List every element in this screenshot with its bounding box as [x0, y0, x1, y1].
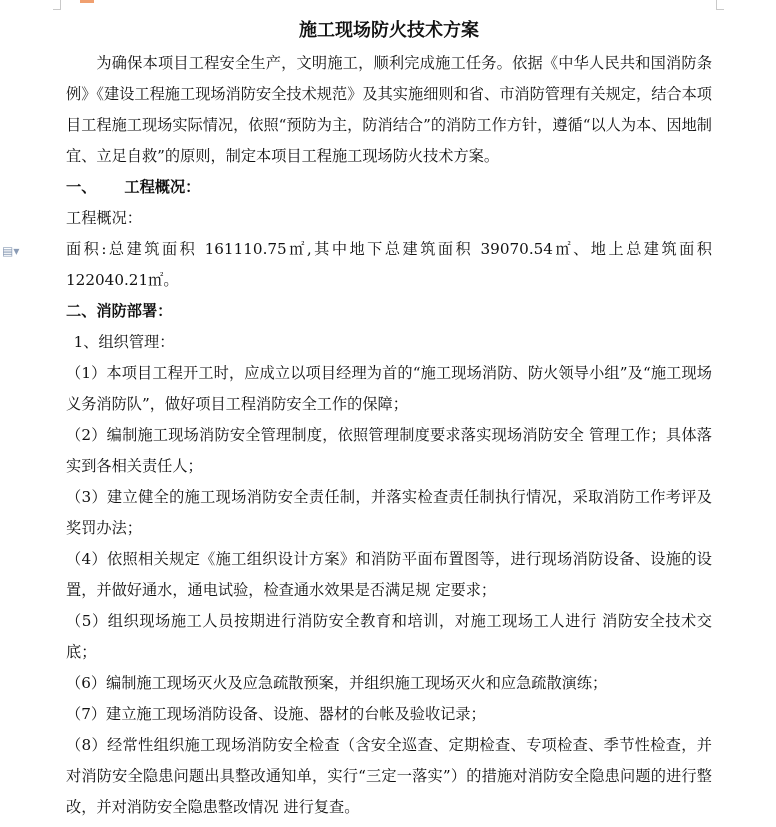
list-item: （5）组织现场施工人员按期进行消防安全教育和培训，对施工现场工人进行 消防安全技术交底； [66, 612, 712, 661]
section-1-heading [66, 172, 712, 203]
list-item: （4）依照相关规定《施工组织设计方案》和消防平面布置图等，进行现场消防设备、设施的设置，并做好通水，通电试验，检查通水效果是否满足规 定要求； [66, 550, 712, 599]
section-1-title: 工程概况： [124, 178, 201, 196]
list-item: （8）经常性组织施工现场消防安全检查（含安全巡查、定期检查、专项检查、季节性检查，并对消防安全隐患问题出具整改通知单，实行“三定一落实”）的措施对消防安全隐患问题的进行整改，并对消防安全隐患整改情况 进行复查。 [66, 736, 712, 816]
margin-guide-right-h [716, 9, 724, 10]
list-item: （7）建立施工现场消防设备、设施、器材的台帐及验收记录； [66, 705, 486, 723]
ruler-marker [80, 0, 94, 3]
area-paragraph: 面积:总建筑面积 161110.75㎡,其中地下总建筑面积 39070.54㎡、地上总建筑面积 122040.21㎡。 [66, 240, 712, 289]
subsection-1: 1、组织管理： [73, 333, 175, 351]
section-1-number: 一、 [66, 178, 97, 196]
list-item: （2）编制施工现场消防安全管理制度，依照管理制度要求落实现场消防安全 管理工作；具体落实到各相关责任人； [66, 426, 712, 475]
list-item: （6）编制施工现场灭火及应急疏散预案，并组织施工现场灭火和应急疏散演练； [66, 674, 608, 692]
section-2-heading: 二、消防部署： [66, 302, 173, 320]
document-page [66, 14, 712, 823]
document-icon[interactable]: ▤▾ [2, 244, 20, 258]
overview-label: 工程概况： [66, 209, 142, 227]
margin-guide-left-h [53, 9, 61, 10]
list-item: （3）建立健全的施工现场消防安全责任制，并落实检查责任制执行情况，采取消防工作考评及奖罚办法； [66, 488, 712, 537]
list-item: （1）本项目工程开工时，应成立以项目经理为首的“施工现场消防、防火领导小组”及“施工现场义务消防队”，做好项目工程消防安全工作的保障； [66, 364, 712, 413]
document-title: 施工现场防火技术方案 [299, 20, 479, 41]
intro-paragraph: 为确保本项目工程安全生产，文明施工，顺利完成施工任务。依据《中华人民共和国消防条例》《建设工程施工现场消防安全技术规范》及其实施细则和省、市消防管理有关规定，结合本项目工程施工现场实际情况，依照“预防为主，防消结合”的消防工作方针，遵循“以人为本、因地制宜、立足自救”的原则，制定本项目工程施工现场防火技术方案。 [66, 54, 712, 165]
